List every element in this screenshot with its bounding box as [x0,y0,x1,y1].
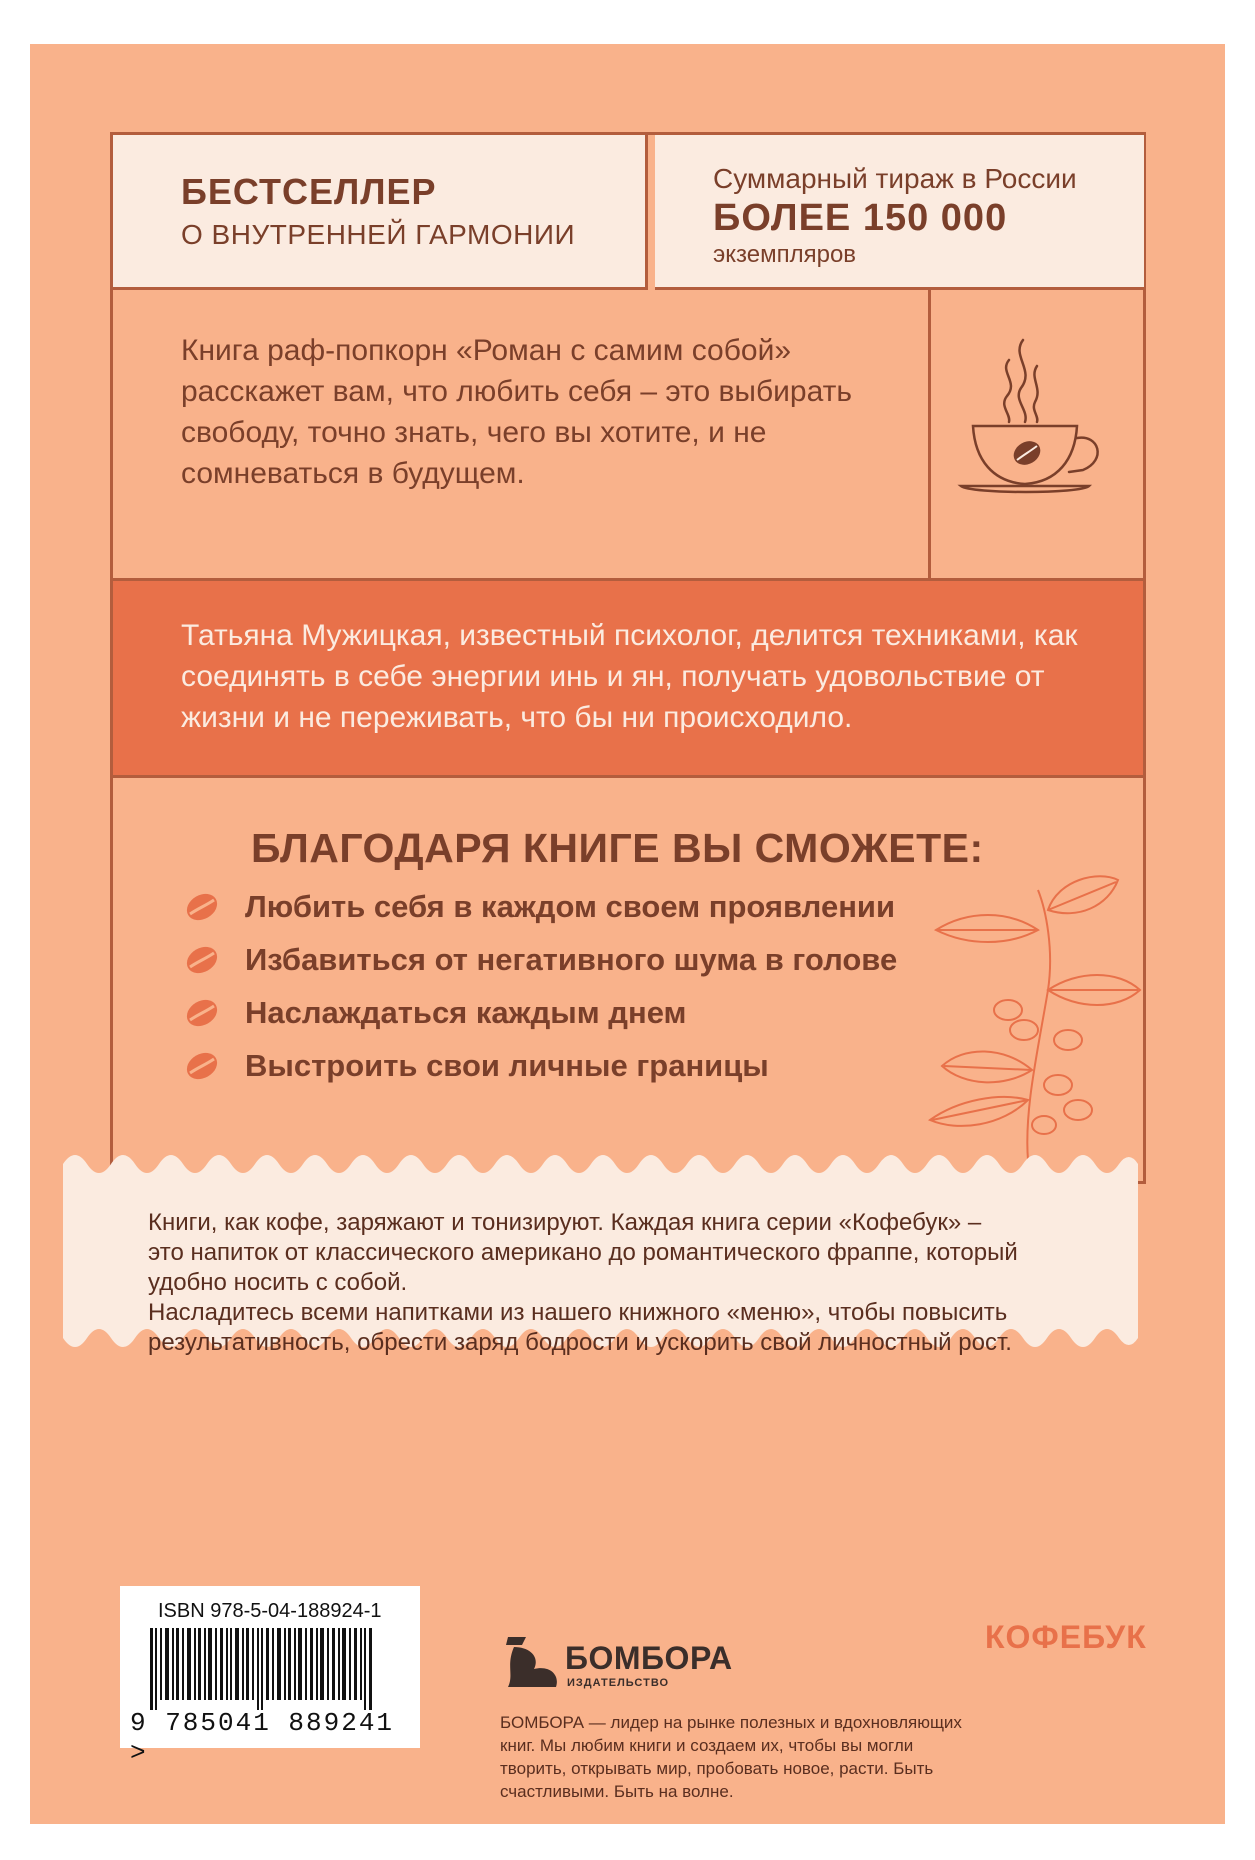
coffee-bean-icon [183,892,221,922]
coffee-bean-icon [183,1051,221,1081]
coffee-cup-icon [931,290,1143,578]
series-note-line: Насладитесь всеми напитками из нашего книжного «меню», чтобы повысить [148,1299,1008,1326]
list-item [183,880,897,933]
coffee-cup-panel [931,290,1143,578]
circulation-unit: экземпляров [713,241,857,268]
author-panel [113,578,1143,778]
coffee-bean-icon [183,945,221,975]
bestseller-subtitle: О ВНУТРЕННЕЙ ГАРМОНИИ [181,219,576,250]
benefits-title: БЛАГОДАРЯ КНИГЕ ВЫ СМОЖЕТЕ: [251,825,984,871]
description-text: Книга раф-попкорн «Роман с самим собой» расскажет вам, что любить себя – это выбирать свободу, точно знать, чего вы хотите, и не сомневаться в будущем. [181,334,853,490]
isbn-barcode [120,1586,420,1768]
author-text: Татьяна Мужицкая, известный психолог, делится техниками, как соединять в себе энергии инь и ян, получать удовольствие от жизни и не переживать, что бы ни происходило. [181,619,1078,734]
series-note-line: удобно носить с собой. [148,1269,408,1296]
benefit-item: Избавиться от негативного шума в голове [245,941,898,977]
publisher-text: БОМБОРА — лидер на рынке полезных и вдохновляющих книг. Мы любим книги и создаем их, чтобы вы могли творить, открывать мир, пробовать новое, расти. Быть счастливыми. Быть на волне. [500,1713,962,1801]
coffee-bean-icon [1009,436,1044,469]
benefit-item: Выстроить свои личные границы [245,1047,769,1083]
circulation-panel [655,135,1144,290]
publisher-name: БОМБОРА [565,1640,733,1676]
circulation-label: Суммарный тираж в России [713,163,1077,194]
bestseller-panel [113,135,648,290]
benefits-list [183,880,897,1092]
coffee-branch-icon [928,870,1143,1170]
isbn-label: ISBN 978-5-04-188924-1 [158,1600,382,1622]
series-note-line: результативность, обрести заряд бодрости и ускорить свой личностный рост. [148,1329,1012,1356]
list-item [183,986,897,1039]
list-item [183,933,897,986]
publisher-sub: ИЗДАТЕЛЬСТВО [567,1677,670,1689]
series-logo: КОФЕБУК [985,1619,1147,1655]
coffee-bean-icon [183,998,221,1028]
list-item [183,1039,897,1092]
bestseller-title: БЕСТСЕЛЛЕР [181,171,437,212]
series-note-line: Книги, как кофе, заряжают и тонизируют. Каждая книга серии «Кофебук» – [148,1209,982,1236]
benefit-item: Любить себя в каждом своем проявлении [245,888,896,924]
header-divider [648,135,655,290]
description-panel [113,290,931,578]
book-back-cover [30,44,1225,1824]
circulation-number: БОЛЕЕ 150 000 [713,197,1008,239]
series-note-line: это напиток от классического американо до романтического фраппе, который [148,1239,1018,1266]
benefit-item: Наслаждаться каждым днем [245,994,687,1030]
info-frame [110,132,1146,1184]
barcode-number: 9 785041 889241 > [130,1708,395,1768]
series-note-text [148,1208,1128,1358]
